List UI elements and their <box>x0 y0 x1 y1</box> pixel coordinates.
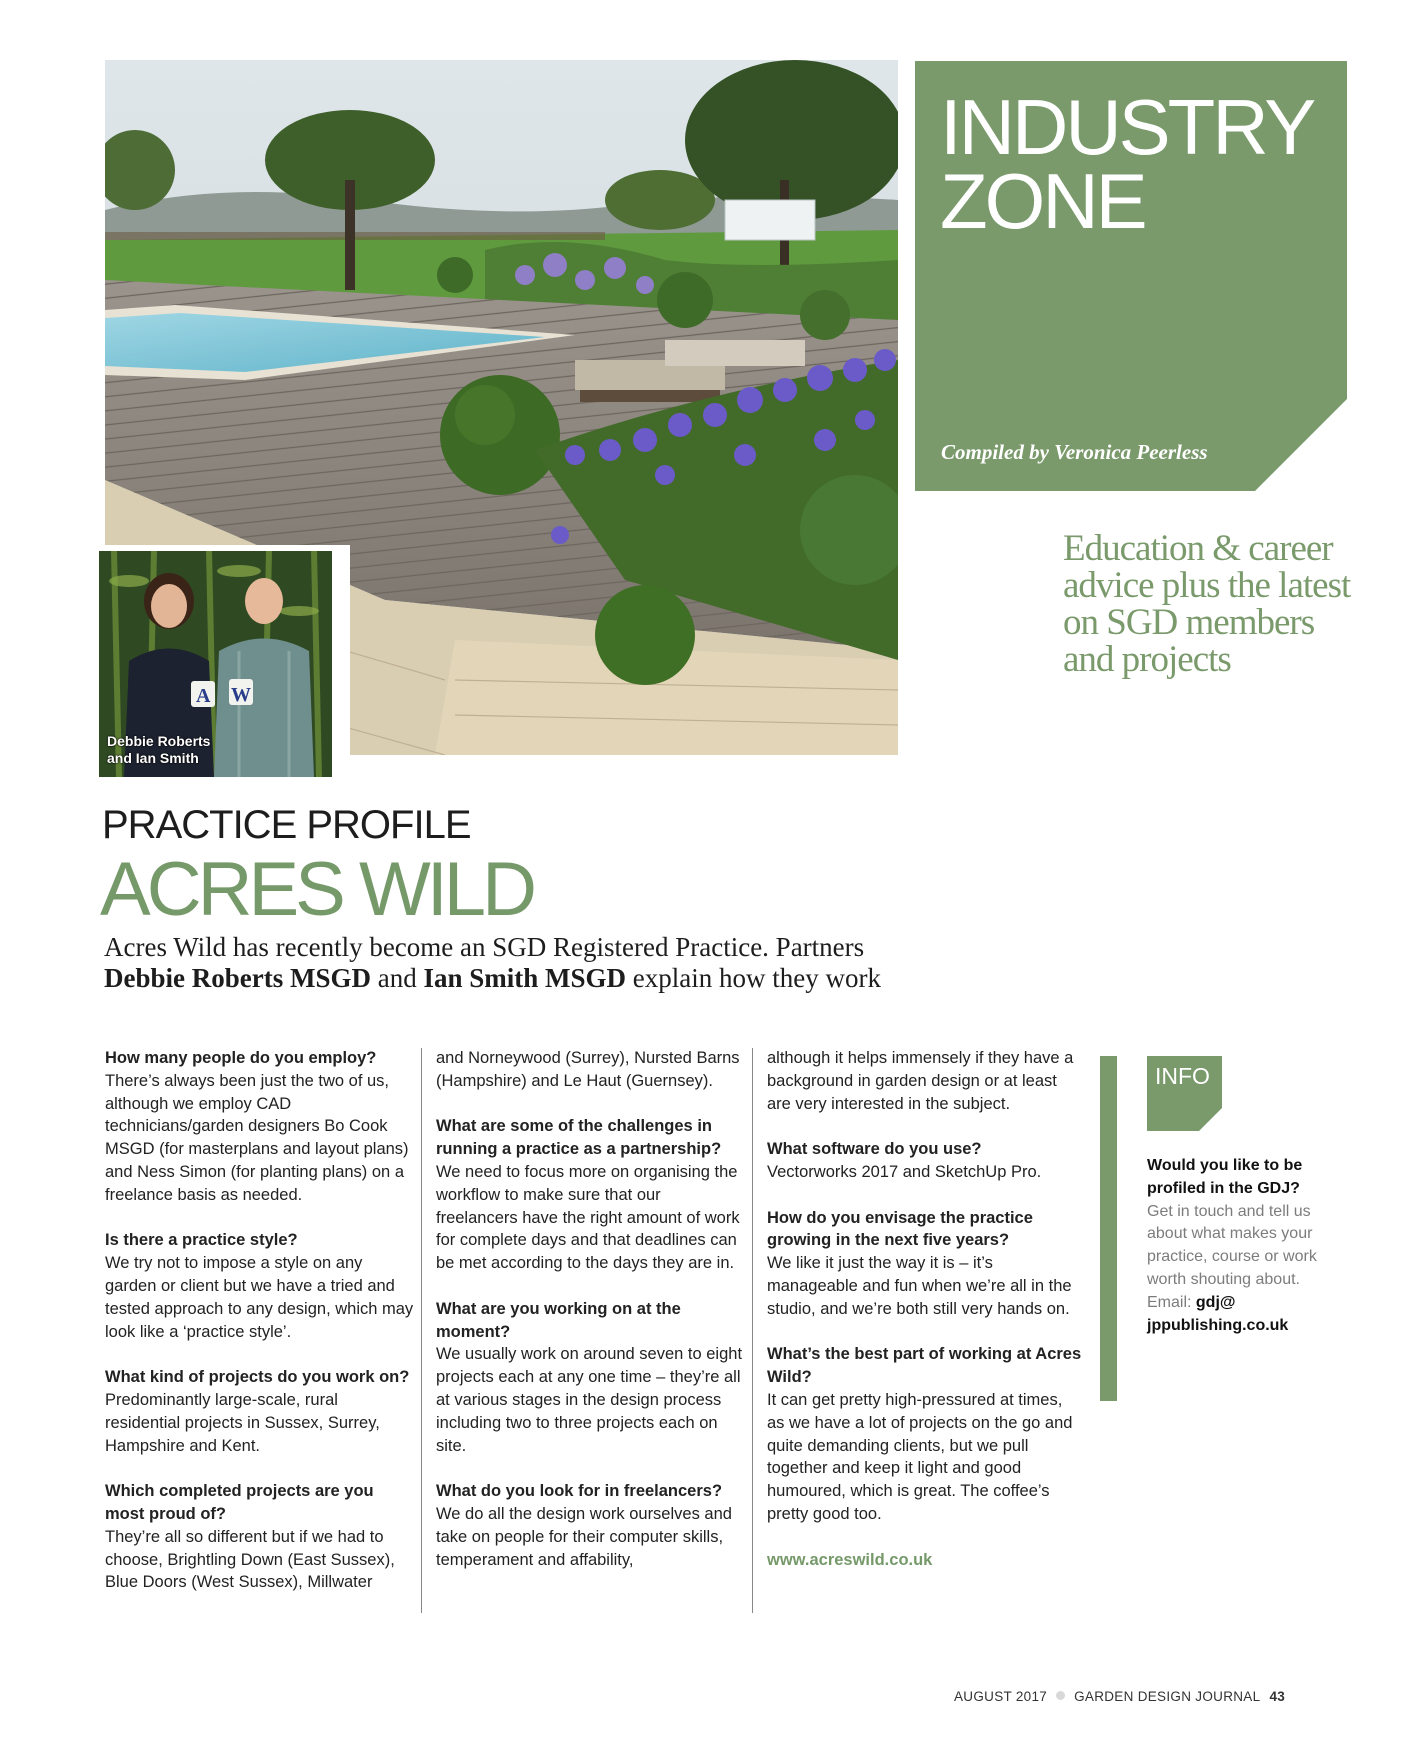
info-text <box>1147 1155 1327 1337</box>
bullet-icon <box>1056 1691 1065 1700</box>
answer: We do all the design work ourselves and take on people for their computer skills, temperament and affability, <box>436 1504 732 1569</box>
question: How do you envisage the practice growing in the next five years? <box>767 1208 1033 1250</box>
page-footer <box>954 1689 1285 1704</box>
qa-block <box>767 1343 1082 1525</box>
question: Which completed projects are you most proud of? <box>105 1482 374 1523</box>
info-accent-bar <box>1100 1056 1117 1401</box>
mug-letter-w: W <box>231 684 251 706</box>
answer: We try not to impose a style on any garden or client but we have a tried and tested approach to any design, which may look like a ‘practice style’. <box>105 1254 414 1341</box>
portrait-caption-line1: Debbie Roberts <box>107 733 211 749</box>
website-link[interactable]: www.acreswild.co.uk <box>767 1550 933 1569</box>
article-kicker: PRACTICE PROFILE <box>102 803 471 847</box>
article-column-1 <box>105 1047 415 1617</box>
question: What are you working on at the moment? <box>436 1299 681 1341</box>
info-body: Get in touch and tell us about what makes your practice, course or work worth shouting about. <box>1147 1202 1317 1288</box>
question: What software do you use? <box>767 1140 982 1159</box>
answer: Predominantly large-scale, rural residential projects in Sussex, Surrey, Hampshire and Kent. <box>105 1390 380 1455</box>
mug-letter-a: A <box>196 685 211 707</box>
question: What’s the best part of working at Acres Wild? <box>767 1345 1082 1387</box>
qa-block <box>105 1047 415 1207</box>
info-label: INFO <box>1155 1063 1210 1089</box>
answer: Vectorworks 2017 and SketchUp Pro. <box>767 1162 1042 1181</box>
article-column-3 <box>767 1047 1082 1594</box>
info-email-label: Email: <box>1147 1293 1196 1311</box>
qa-block <box>436 1298 746 1458</box>
footer-date: AUGUST 2017 <box>954 1689 1048 1704</box>
page-number: 43 <box>1269 1689 1286 1704</box>
standfirst-part1: Acres Wild has recently become an SGD Registered Practice. Partners <box>104 932 865 962</box>
info-question: Would you like to be profiled in the GDJ? <box>1147 1157 1303 1197</box>
column-divider <box>421 1048 422 1613</box>
question: Is there a practice style? <box>105 1231 298 1250</box>
article-standfirst <box>104 932 1104 994</box>
column-divider <box>752 1048 753 1613</box>
article-headline: ACRES WILD <box>100 847 533 932</box>
answer: We need to focus more on organising the workflow to make sure that our freelancers have the right amount of work for complete days and that deadlines can be met according to the days they are in. <box>436 1162 740 1273</box>
info-email[interactable]: gdj@ jppublishing.co.uk <box>1147 1293 1289 1334</box>
answer-continued: and Norneywood (Surrey), Nursted Barns (Hampshire) and Le Haut (Guernsey). <box>436 1049 740 1090</box>
answer-continued: although it helps immensely if they have a background in garden design or at least are very interested in the subject. <box>767 1049 1074 1113</box>
qa-block <box>767 1207 1082 1321</box>
standfirst-name1: Debbie Roberts MSGD <box>104 963 371 993</box>
answer: It can get pretty high-pressured at times, as we have a lot of projects on the go and quite demanding clients, but we pull together and keep it light and good humoured, which is great. The coffee’s pretty good too. <box>767 1390 1073 1523</box>
qa-block <box>767 1138 1082 1184</box>
section-tagline: Education & career advice plus the latest on SGD members and projects <box>1063 528 1351 680</box>
standfirst-part2: explain how they work <box>626 963 881 993</box>
article-column-2 <box>436 1047 746 1594</box>
question: What do you look for in freelancers? <box>436 1482 723 1501</box>
qa-block <box>105 1480 415 1594</box>
compiled-by: Compiled by Veronica Peerless <box>941 440 1208 464</box>
section-title-line1: INDUSTRY <box>940 83 1314 171</box>
standfirst-name2: Ian Smith MSGD <box>423 963 627 993</box>
portrait-caption-line2: and Ian Smith <box>107 750 199 766</box>
qa-block <box>436 1480 746 1571</box>
standfirst-and: and <box>370 963 424 993</box>
section-title <box>940 83 1340 245</box>
footer-publication: GARDEN DESIGN JOURNAL <box>1074 1689 1261 1704</box>
question: What kind of projects do you work on? <box>105 1368 410 1387</box>
portrait-caption <box>107 733 287 767</box>
answer: There’s always been just the two of us, although we employ CAD technicians/garden designers Bo Cook MSGD (for masterplans and layout plans) and Ness Simon (for planting plans) on a freelance basis as needed. <box>105 1071 409 1204</box>
answer: They’re all so different but if we had to choose, Brightling Down (East Sussex), Blue Doors (West Sussex), Millwater <box>105 1527 395 1592</box>
question: What are some of the challenges in running a practice as a partnership? <box>436 1117 722 1159</box>
qa-block <box>105 1366 415 1457</box>
question: How many people do you employ? <box>105 1049 377 1067</box>
answer: We like it just the way it is – it’s manageable and fun when we’re all in the studio, and we’re both still very hands on. <box>767 1254 1072 1318</box>
qa-block <box>436 1115 746 1275</box>
qa-block <box>105 1229 415 1343</box>
answer: We usually work on around seven to eight projects each at any one time – they’re all at various stages in the design process including two to three projects each on site. <box>436 1345 743 1455</box>
section-title-line2: ZONE <box>940 157 1145 245</box>
